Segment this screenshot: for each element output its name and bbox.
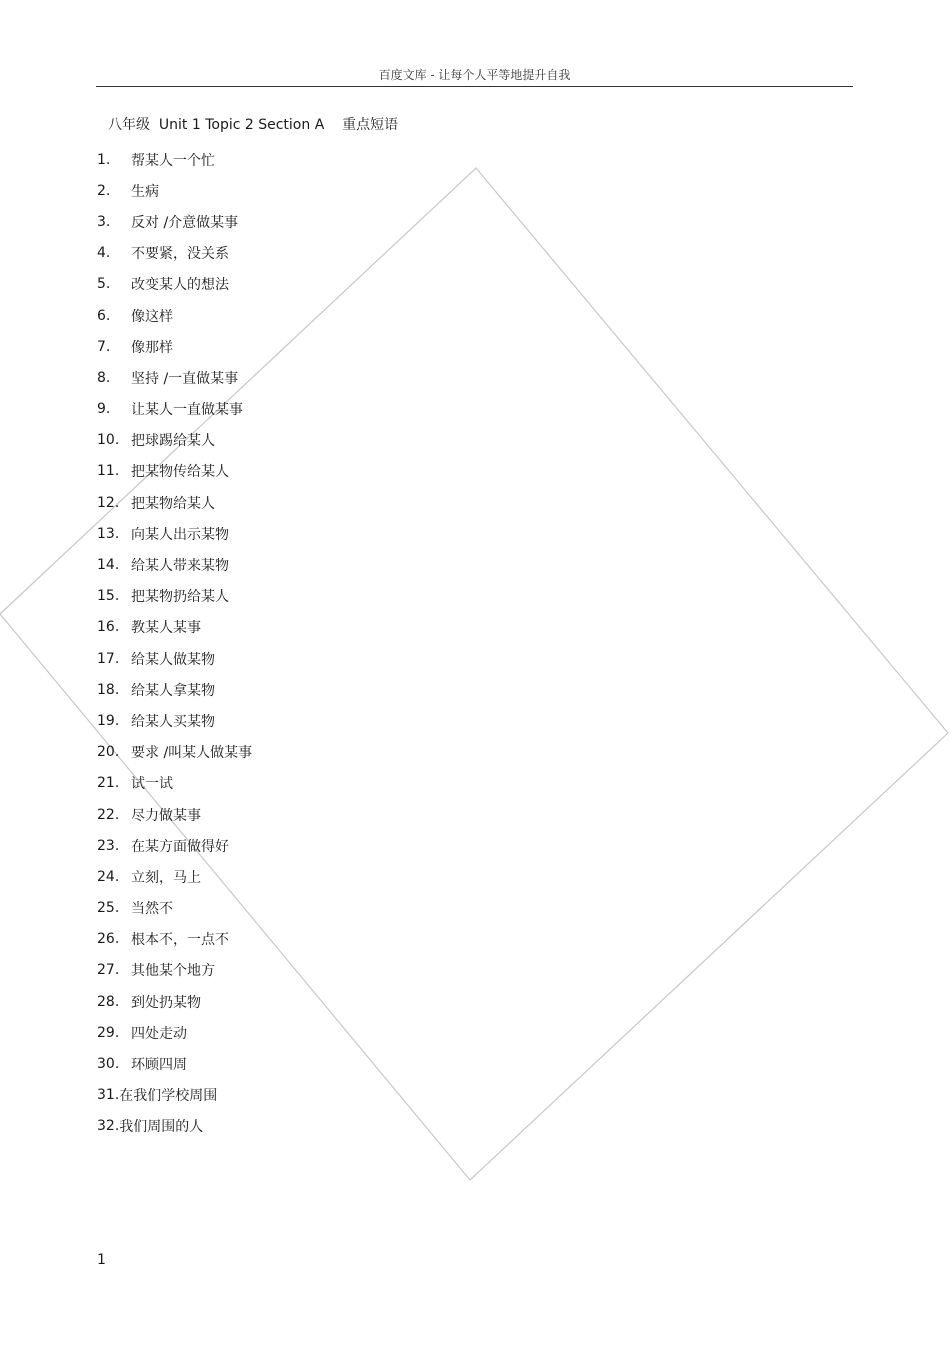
item-text: 给某人带来某物 [131,558,229,575]
item-text: 不要紧，没关系 [131,246,229,263]
list-item [97,924,252,955]
item-number: 9. [97,401,111,418]
list-item [97,643,252,674]
item-number: 32. [97,1118,120,1135]
item-text: 给某人拿某物 [131,682,215,699]
item-text: 向某人出示某物 [131,526,229,543]
item-number: 5. [97,276,111,293]
page-number: 1 [97,1252,106,1268]
item-number: 1. [97,151,111,168]
list-item [97,394,252,425]
page-header: 百度文库 - 让每个人平等地提升自我 [378,68,571,82]
item-number: 24. [97,868,120,885]
list-item [97,861,252,892]
item-text: 根本不，一点不 [131,932,229,949]
item-number: 27. [97,962,120,979]
list-item [97,362,252,393]
item-number: 23. [97,837,120,854]
item-text: 像那样 [131,339,173,356]
item-text: 当然不 [131,901,173,918]
item-text: 在某方面做得好 [131,838,229,855]
item-text: 尽力做某事 [131,807,201,824]
list-item [97,674,252,705]
item-number: 17. [97,650,120,667]
list-item [97,1080,252,1111]
item-text: 教某人某事 [131,620,201,637]
list-item [97,269,252,300]
item-number: 13. [97,525,120,542]
item-number: 16. [97,619,120,636]
phrase-list [97,144,252,1142]
list-item [97,737,252,768]
item-text: 其他某个地方 [131,963,215,980]
list-item [97,893,252,924]
list-item [97,331,252,362]
list-item [97,518,252,549]
item-text: 把某物给某人 [131,495,215,512]
item-number: 19. [97,712,120,729]
item-number: 11. [97,463,120,480]
item-number: 15. [97,588,120,605]
item-text: 生病 [131,183,159,200]
list-item [97,955,252,986]
item-number: 12. [97,494,120,511]
item-text: 环顾四周 [131,1057,187,1074]
list-item [97,300,252,331]
list-item [97,206,252,237]
item-text: 坚持 /一直做某事 [131,370,239,387]
list-item [97,986,252,1017]
list-item [97,581,252,612]
list-item [97,830,252,861]
list-item [97,799,252,830]
item-text: 试一试 [131,776,173,793]
item-number: 29. [97,1024,120,1041]
item-text: 把某物扔给某人 [131,589,229,606]
list-item [97,456,252,487]
item-number: 3. [97,213,111,230]
list-item [97,768,252,799]
item-number: 31. [97,1087,120,1104]
item-number: 21. [97,775,120,792]
item-number: 6. [97,307,111,324]
item-text: 给某人做某物 [131,651,215,668]
item-text: 立刻，马上 [131,869,201,886]
item-number: 8. [97,369,111,386]
list-item [97,238,252,269]
item-text: 让某人一直做某事 [131,402,243,419]
item-text: 我们周围的人 [119,1119,204,1136]
item-number: 14. [97,557,120,574]
item-number: 4. [97,245,111,262]
list-item [97,425,252,456]
item-number: 7. [97,338,111,355]
item-text: 帮某人一个忙 [131,152,215,169]
item-number: 22. [97,806,120,823]
item-number: 2. [97,182,111,199]
item-text: 要求 /叫某人做某事 [131,745,253,762]
item-text: 到处扔某物 [131,994,201,1011]
item-number: 30. [97,1056,120,1073]
list-item [97,549,252,580]
item-text: 把球踢给某人 [131,433,215,450]
list-item [97,175,252,206]
page-title: 八年级 Unit 1 Topic 2 Section A 重点短语 [108,117,399,133]
item-number: 25. [97,900,120,917]
list-item [97,487,252,518]
item-number: 18. [97,681,120,698]
item-text: 改变某人的想法 [131,277,229,294]
header-divider [96,86,853,87]
item-text: 像这样 [131,308,173,325]
item-text: 在我们学校周围 [119,1088,218,1105]
item-text: 把某物传给某人 [131,464,229,481]
list-item [97,705,252,736]
item-text: 四处走动 [131,1025,187,1042]
item-number: 10. [97,432,120,449]
list-item [97,1017,252,1048]
item-number: 28. [97,993,120,1010]
list-item [97,612,252,643]
item-number: 20. [97,744,120,761]
item-number: 26. [97,931,120,948]
list-item [97,144,252,175]
item-text: 反对 /介意做某事 [131,214,239,231]
list-item [97,1048,252,1079]
list-item [97,1111,252,1142]
item-text: 给某人买某物 [131,713,215,730]
